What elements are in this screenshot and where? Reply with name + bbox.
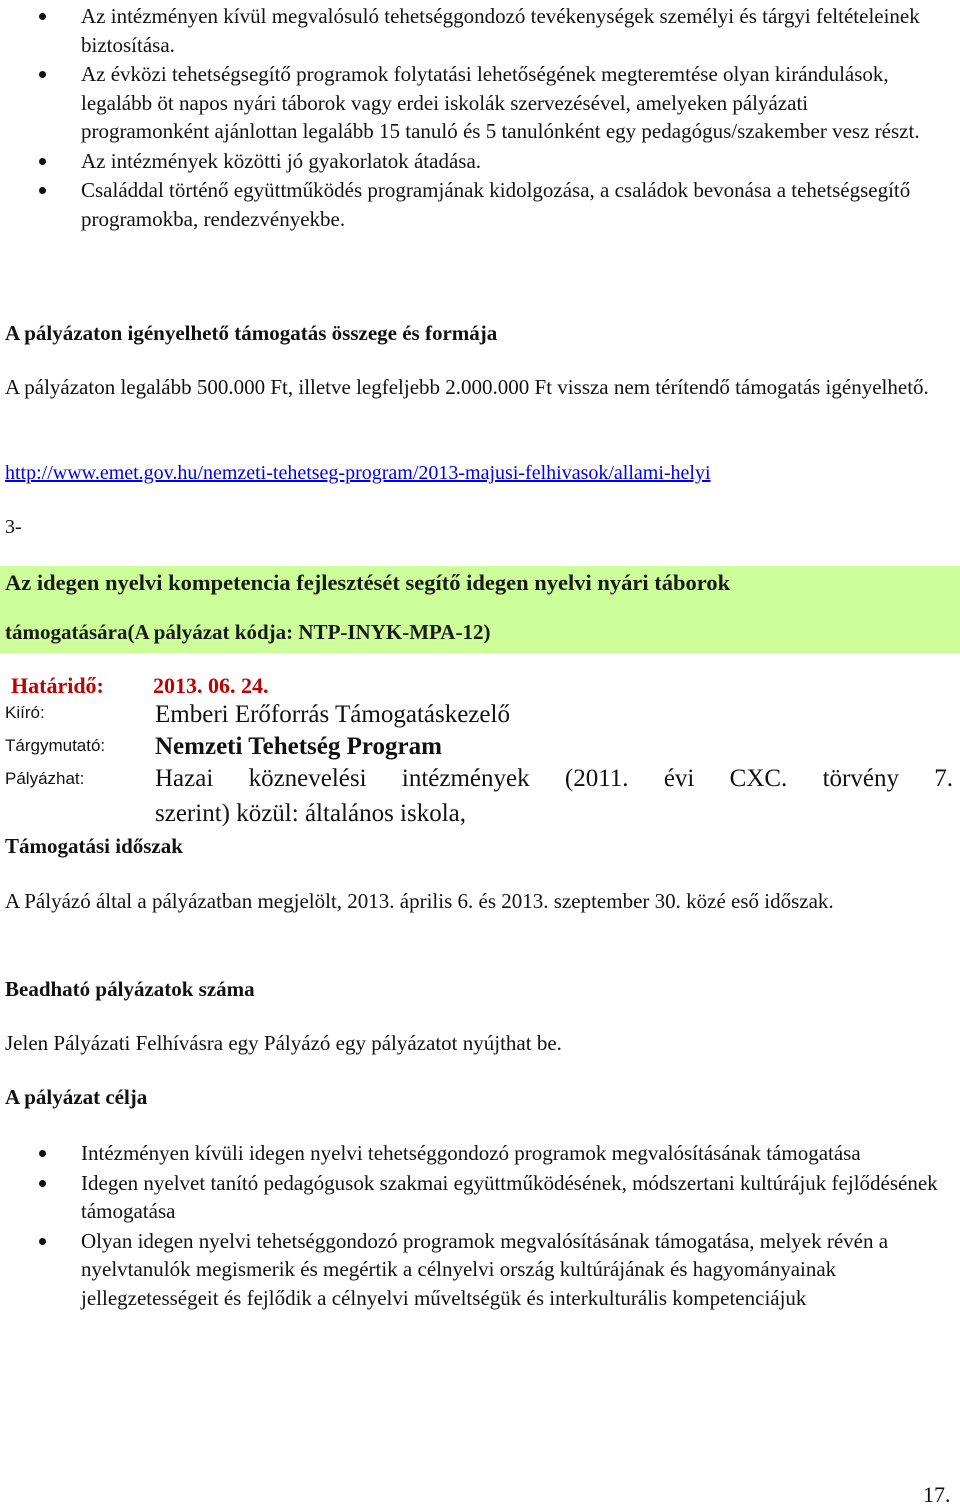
bullet-icon: [39, 1180, 46, 1187]
bullet-text: Intézményen kívüli idegen nyelvi tehetséggondozó programok megvalósításának támogatása: [81, 1141, 861, 1165]
period-heading: Támogatási időszak: [5, 834, 183, 858]
list-item: [0, 147, 940, 176]
bullet-text: Idegen nyelvet tanító pedagógusok szakmai együttműködésének, módszertani kultúrájuk fejlődésének támogatása: [81, 1170, 938, 1223]
call-title-line1: Az idegen nyelvi kompetencia fejlesztését segítő idegen nyelvi nyári táborok: [5, 570, 731, 595]
applicants-value-line2: szerint) közül: általános iskola,: [155, 800, 467, 827]
bullet-icon: [39, 71, 46, 78]
section-number: 3-: [5, 516, 22, 538]
bullet-icon: [39, 158, 46, 165]
list-item: [0, 60, 940, 146]
support-heading: A pályázaton igényelhető támogatás összege és formája: [5, 321, 498, 345]
period-text: A Pályázó által a pályázatban megjelölt, 2013. április 6. és 2013. szeptember 30. közé eső időszak.: [5, 889, 834, 913]
list-item: [0, 176, 940, 233]
goal-bullet-list: [0, 1139, 940, 1312]
bullet-text: Az évközi tehetségsegítő programok folytatási lehetőségének megteremtése olyan kirándulások, legalább öt napos nyári táborok vagy erdei iskolák szervezésével, amelyeken pályázati programonként ajánlottan legalább 15 tanuló és 5 tanulónként egy pedagógus/szakember vesz részt.: [81, 62, 920, 143]
bullet-icon: [39, 13, 46, 20]
issuer-label: Kiíró:: [5, 703, 45, 722]
bullet-icon: [39, 1238, 46, 1245]
subject-label: Tárgymutató:: [5, 736, 106, 755]
list-item: [0, 1227, 940, 1313]
page-number: 17.: [923, 1482, 951, 1507]
call-title-line2: támogatására(A pályázat kódja: NTP-INYK-MPA-12): [5, 620, 491, 644]
applicants-label: Pályázhat:: [5, 769, 85, 788]
subject-value: Nemzeti Tehetség Program: [155, 733, 442, 760]
top-bullet-list: [0, 2, 940, 233]
deadline-date: 2013. 06. 24.: [153, 673, 269, 698]
issuer-value: Emberi Erőforrás Támogatáskezelő: [155, 701, 510, 728]
applicants-value-line1: Hazai köznevelési intézmények (2011. évi CXC. törvény 7.: [155, 765, 953, 792]
deadline-label: Határidő:: [11, 673, 104, 698]
support-link[interactable]: http://www.emet.gov.hu/nemzeti-tehetseg-program/2013-majusi-felhivasok/allami-helyi: [5, 462, 711, 484]
bullet-text: Az intézmények közötti jó gyakorlatok átadása.: [81, 148, 482, 173]
list-item: [0, 1169, 940, 1226]
bullet-icon: [39, 1150, 46, 1157]
bullet-icon: [39, 187, 46, 194]
count-text: Jelen Pályázati Felhívásra egy Pályázó egy pályázatot nyújthat be.: [5, 1031, 562, 1055]
bullet-text: Családdal történő együttműködés programjának kidolgozása, a családok bevonása a tehetségsegítő programokba, rendezvényekbe.: [81, 178, 911, 231]
count-heading: Beadható pályázatok száma: [5, 977, 255, 1001]
list-item: [0, 1139, 940, 1168]
bullet-text: Olyan idegen nyelvi tehetséggondozó programok megvalósításának támogatása, melyek révén a nyelvtanulók megismerik és megértik a célnyelvi ország kultúrájának és hagyományainak jellegzetességeit és fejlődik a célnyelvi műveltségük és interkulturális kompetenciájuk: [81, 1228, 889, 1310]
support-text: A pályázaton legalább 500.000 Ft, illetve legfeljebb 2.000.000 Ft vissza nem térítendő támogatás igényelhető.: [5, 375, 929, 399]
goal-heading: A pályázat célja: [5, 1085, 148, 1109]
bullet-text: Az intézményen kívül megvalósuló tehetséggondozó tevékenységek személyi és tárgyi feltételeinek biztosítása.: [81, 4, 920, 57]
list-item: [0, 2, 940, 59]
call-title-box: [0, 566, 960, 653]
